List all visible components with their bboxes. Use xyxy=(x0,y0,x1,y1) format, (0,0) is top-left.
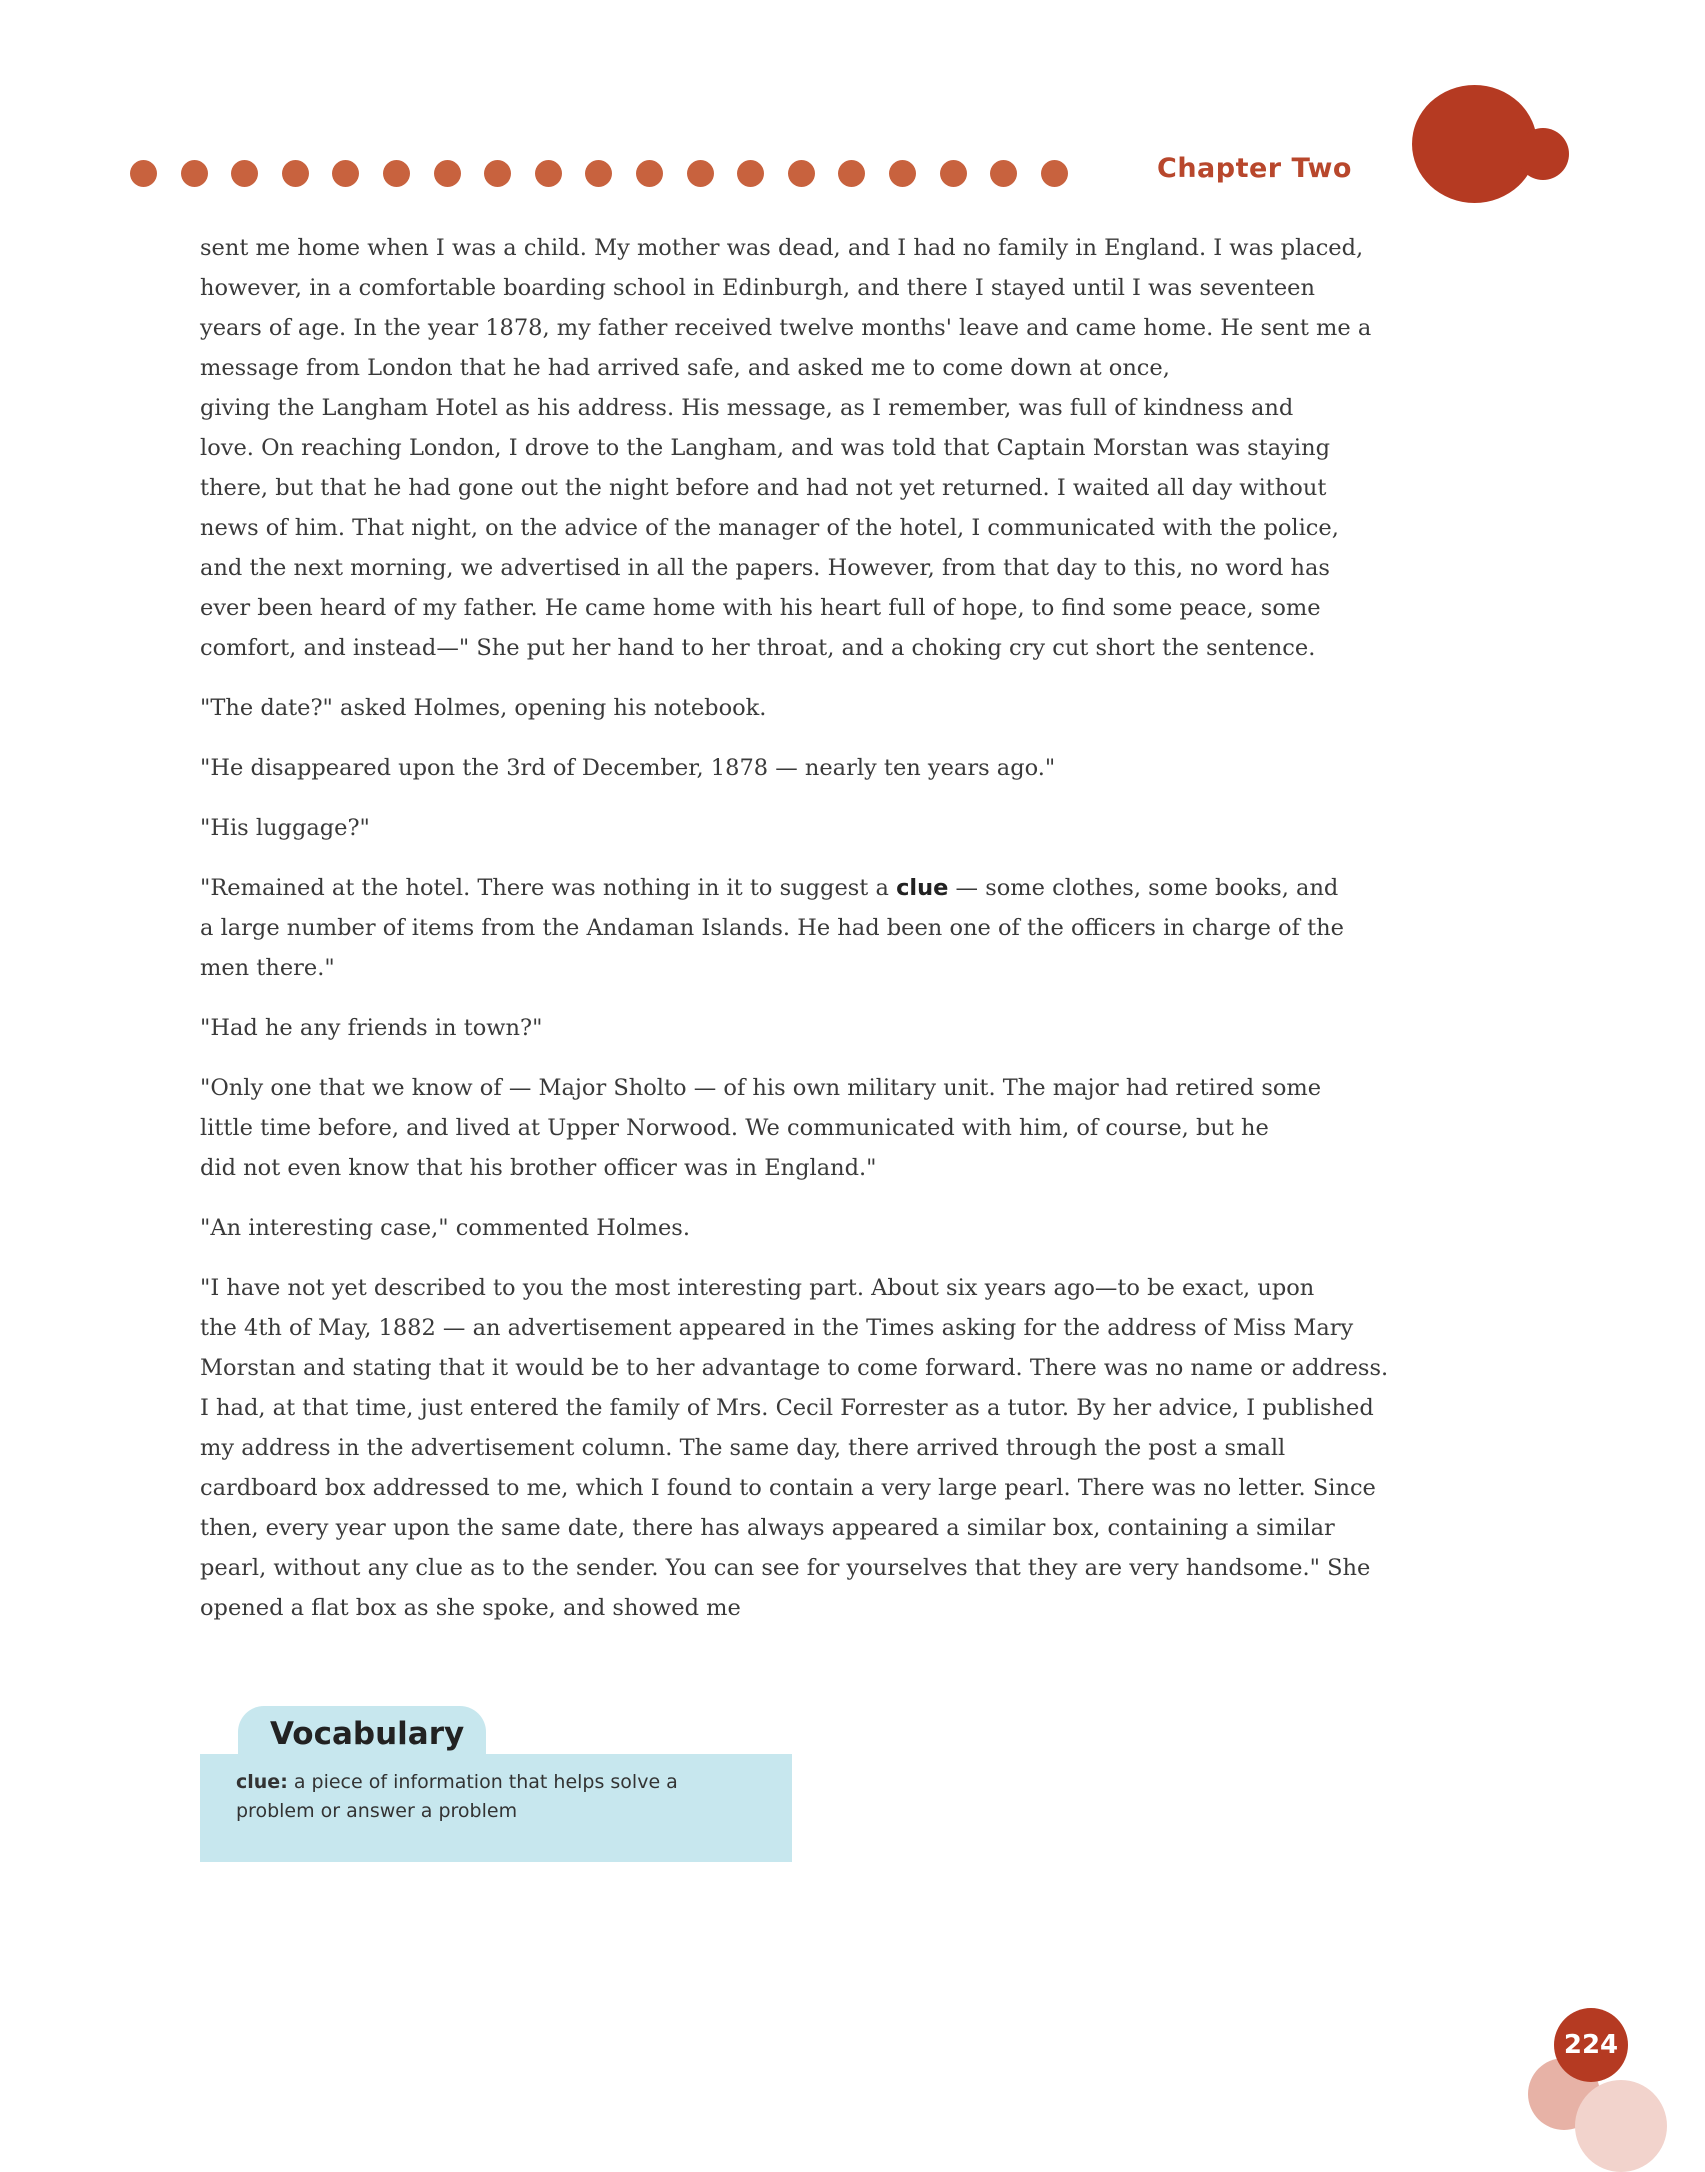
text-line: a large number of items from the Andaman Islands. He had been one of the officers in charge of the xyxy=(200,915,1344,941)
header-dot xyxy=(332,160,359,187)
text-line: little time before, and lived at Upper Norwood. We communicated with him, of course, but he xyxy=(200,1115,1269,1141)
header-dot xyxy=(434,160,461,187)
header-dot xyxy=(383,160,410,187)
text-line: "His luggage?" xyxy=(200,815,370,841)
header-dot xyxy=(838,160,865,187)
text-line: my address in the advertisement column. The same day, there arrived through the post a small xyxy=(200,1435,1286,1461)
text-line: men there." xyxy=(200,955,335,981)
header-dot-row xyxy=(130,160,1080,190)
paragraph-6 xyxy=(200,1008,1415,1048)
chapter-title: Chapter Two xyxy=(1157,153,1352,184)
text-line: "Only one that we know of — Major Sholto — of his own military unit. The major had retired some xyxy=(200,1075,1322,1101)
text-line: comfort, and instead—" She put her hand to her throat, and a choking cry cut short the sentence. xyxy=(200,635,1316,661)
vocabulary-definition-text: a piece of information that helps solve a problem or answer a problem xyxy=(236,1771,678,1822)
header-dot xyxy=(585,160,612,187)
text-line xyxy=(200,868,1415,908)
text-line: however, in a comfortable boarding school in Edinburgh, and there I stayed until I was seventeen xyxy=(200,275,1315,301)
text-line: "I have not yet described to you the most interesting part. About six years ago—to be exact, upon xyxy=(200,1275,1315,1301)
header-dot xyxy=(788,160,815,187)
text-segment: "Remained at the hotel. There was nothing in it to suggest a xyxy=(200,875,897,901)
text-line: opened a flat box as she spoke, and showed me xyxy=(200,1595,741,1621)
text-line: "Had he any friends in town?" xyxy=(200,1015,543,1041)
text-line: the 4th of May, 1882 — an advertisement appeared in the Times asking for the address of Miss Mary xyxy=(200,1315,1354,1341)
text-line: love. On reaching London, I drove to the Langham, and was told that Captain Morstan was staying xyxy=(200,435,1330,461)
text-line: news of him. That night, on the advice of the manager of the hotel, I communicated with the police, xyxy=(200,515,1339,541)
paragraph-9 xyxy=(200,1268,1415,1628)
header-dot xyxy=(1041,160,1068,187)
paragraph-7 xyxy=(200,1068,1415,1188)
header-dot xyxy=(990,160,1017,187)
vocabulary-definition xyxy=(236,1768,756,1826)
header-dot xyxy=(130,160,157,187)
paragraph-1 xyxy=(200,228,1415,668)
header-dot xyxy=(889,160,916,187)
text-line: did not even know that his brother officer was in England." xyxy=(200,1155,877,1181)
paragraph-8 xyxy=(200,1208,1415,1248)
text-line: years of age. In the year 1878, my father received twelve months' leave and came home. He sent me a xyxy=(200,315,1372,341)
story-text xyxy=(200,228,1415,1628)
header-dot xyxy=(181,160,208,187)
vocabulary-title: Vocabulary xyxy=(270,1716,465,1752)
text-line: there, but that he had gone out the night before and had not yet returned. I waited all day without xyxy=(200,475,1327,501)
text-line: sent me home when I was a child. My mother was dead, and I had no family in England. I was placed, xyxy=(200,235,1364,261)
header-dot xyxy=(282,160,309,187)
text-line: giving the Langham Hotel as his address. His message, as I remember, was full of kindness and xyxy=(200,395,1294,421)
text-line: ever been heard of my father. He came home with his heart full of hope, to find some peace, some xyxy=(200,595,1321,621)
paragraph-4 xyxy=(200,808,1415,848)
text-line: cardboard box addressed to me, which I found to contain a very large pearl. There was no letter. Since xyxy=(200,1475,1376,1501)
text-line: "An interesting case," commented Holmes. xyxy=(200,1215,690,1241)
text-line: "The date?" asked Holmes, opening his notebook. xyxy=(200,695,767,721)
header-dot xyxy=(484,160,511,187)
text-segment: — some clothes, some books, and xyxy=(948,875,1339,901)
header-dot xyxy=(231,160,258,187)
text-line: Morstan and stating that it would be to her advantage to come forward. There was no name or address. xyxy=(200,1355,1389,1381)
vocabulary-term: clue: xyxy=(236,1771,288,1793)
paragraph-5 xyxy=(200,868,1415,988)
page-number: 224 xyxy=(1554,2008,1628,2082)
text-line: "He disappeared upon the 3rd of December, 1878 — nearly ten years ago." xyxy=(200,755,1056,781)
header-dot xyxy=(737,160,764,187)
text-line: and the next morning, we advertised in all the papers. However, from that day to this, no word has xyxy=(200,555,1330,581)
text-line: message from London that he had arrived safe, and asked me to come down at once, xyxy=(200,355,1170,381)
header-dot xyxy=(940,160,967,187)
text-line: then, every year upon the same date, there has always appeared a similar box, containing a similar xyxy=(200,1515,1335,1541)
header-dot xyxy=(687,160,714,187)
header-dot xyxy=(535,160,562,187)
page-number-decoration-light xyxy=(1575,2080,1667,2172)
text-line: pearl, without any clue as to the sender. You can see for yourselves that they are very handsome." She xyxy=(200,1555,1371,1581)
header-dot xyxy=(636,160,663,187)
text-line: I had, at that time, just entered the family of Mrs. Cecil Forrester as a tutor. By her advice, I published xyxy=(200,1395,1374,1421)
vocabulary-term-highlight: clue xyxy=(896,875,949,901)
header-blob-small-decoration xyxy=(1517,128,1569,180)
paragraph-2 xyxy=(200,688,1415,728)
paragraph-3 xyxy=(200,748,1415,788)
